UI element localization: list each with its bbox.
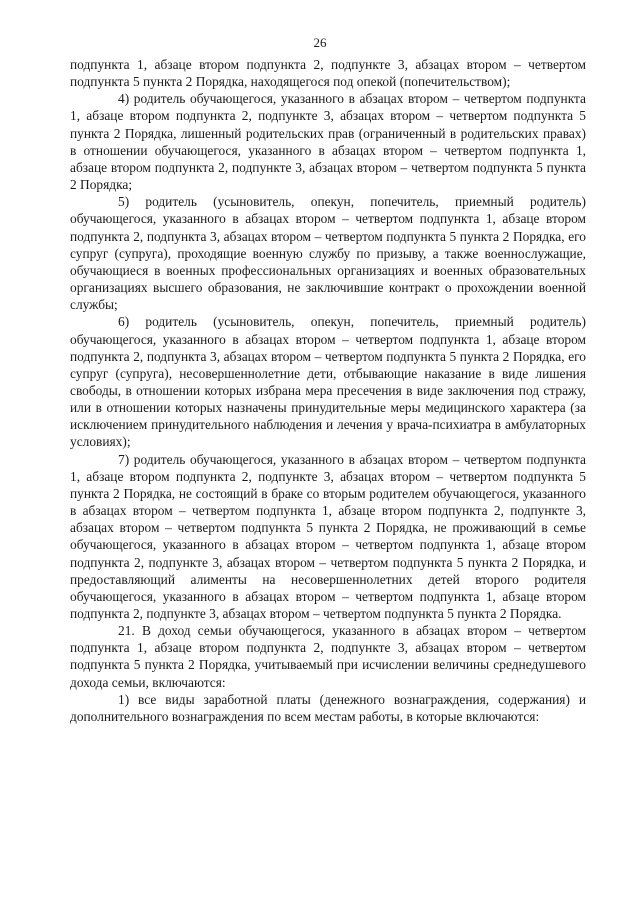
page-number: 26 — [313, 35, 327, 50]
paragraph-item-7: 7) родитель обучающегося, указанного в абзацах втором – четвертом подпункта 1, абзаце втором подпункта 2, подпункте 3, абзацах втором – четвертом подпункта 5 пункта 2 Порядка, не состоящий в браке со вторым родителем обучающегося, указанного в абзацах втором – четвертом подпункта 1, абзаце втором подпункта 2, подпункте 3, абзацах втором – четвертом подпункта 5 пункта 2 Порядка, не проживающий в семье обучающегося, указанного в абзацах втором – четвертом подпункта 1, абзаце втором подпункта 2, подпункте 3, абзацах втором – четвертом подпункта 5 пункта 2 Порядка, и предоставляющий алименты на несовершеннолетних детей второго родителя обучающегося, указанного в абзацах втором – четвертом подпункта 1, абзаце втором подпункта 2, подпункте 3, абзацах втором – четвертом подпункта 5 пункта 2 Порядка. — [70, 451, 586, 621]
document-body — [70, 56, 586, 725]
paragraph-continuation: подпункта 1, абзаце втором подпункта 2, подпункте 3, абзацах втором – четвертом подпункта 5 пункта 2 Порядка, находящегося под опекой (попечительством); — [70, 57, 586, 90]
paragraph-item-6: 6) родитель (усыновитель, опекун, попечитель, приемный родитель) обучающегося, указанного в абзацах втором – четвертом подпункта 1, абзаце втором подпункта 2, подпункта 3, абзацах втором – четвертом подпункта 5 пункта 2 Порядка, его супруг (супруга), несовершеннолетние дети, отбывающие наказание в виде лишения свободы, в отношении которых избрана мера пресечения в виде заключения под стражу, или в отношении которых назначены принудительные меры медицинского характера (за исключением принудительного наблюдения и лечения у врача-психиатра в амбулаторных условиях); — [70, 314, 586, 450]
paragraph-item-5: 5) родитель (усыновитель, опекун, попечитель, приемный родитель) обучающегося, указанного в абзацах втором – четвертом подпункта 1, абзаце втором подпункта 2, подпункта 3, абзацах втором – четвертом подпункта 5 пункта 2 Порядка, его супруг (супруга), проходящие военную службу по призыву, а также военнослужащие, обучающиеся в военных профессиональных организациях и военных образовательных организациях высшего образования, не заключившие контракт о прохождении военной службы; — [70, 194, 586, 313]
paragraph-subitem-1: 1) все виды заработной платы (денежного вознаграждения, содержания) и дополнительного вознаграждения по всем местам работы, в которые включаются: — [70, 691, 586, 724]
paragraph-item-4: 4) родитель обучающегося, указанного в абзацах втором – четвертом подпункта 1, абзаце втором подпункта 2, подпункте 3, абзацах втором – четвертом подпункта 5 пункта 2 Порядка, лишенный родительских прав (ограниченный в родительских правах) в отношении обучающегося, указанного в абзацах втором – четвертом подпункта 1, абзаце втором подпункта 2, подпункте 3, абзацах втором – четвертом подпункта 5 пункта 2 Порядка; — [70, 91, 586, 193]
paragraph-clause-21: 21. В доход семьи обучающегося, указанного в абзацах втором – четвертом подпункта 1, абзаце втором подпункта 2, подпункте 3, абзацах втором – четвертом подпункта 5 пункта 2 Порядка, учитываемый при исчислении величины среднедушевого дохода семьи, включаются: — [70, 623, 586, 690]
